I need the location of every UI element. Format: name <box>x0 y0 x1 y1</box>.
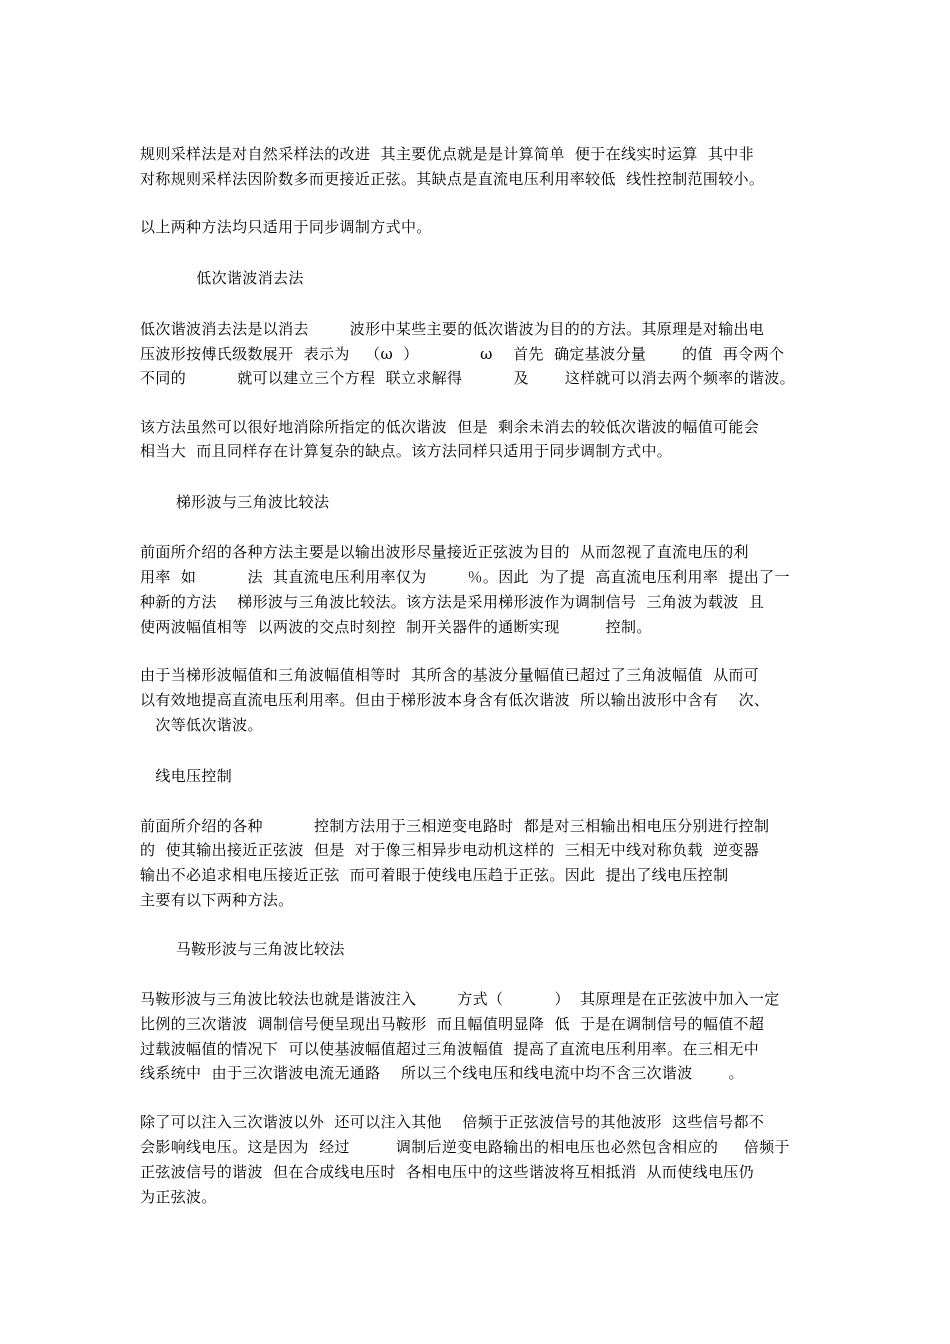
text-line: 规则采样法是对自然采样法的改进 其主要优点就是是计算简单 便于在线实时运算 其中非 <box>140 145 755 163</box>
text-line: 比例的三次谐波 调制信号便呈现出马鞍形 而且幅值明显降 低 于是在调制信号的幅值不超 <box>140 1015 765 1033</box>
section-heading: 梯形波与三角波比较法 <box>140 493 330 511</box>
section-heading: 线电压控制 <box>140 767 233 785</box>
text-line: 压波形按傅氏级数展开 表示为 （ω ） ω 首先 确定基波分量 的值 再令两个 <box>140 345 785 363</box>
section-heading: 低次谐波消去法 <box>140 269 304 287</box>
text-line: 由于当梯形波幅值和三角波幅值相等时 其所含的基波分量幅值已超过了三角波幅值 从而可 <box>140 666 760 684</box>
text-line: 使两波幅值相等 以两波的交点时刻控 制开关器件的通断实现 控制。 <box>140 618 652 636</box>
text-line: 低次谐波消去法是以消去 波形中某些主要的低次谐波为目的的方法。其原理是对输出电 <box>140 320 765 338</box>
text-line: 以上两种方法均只适用于同步调制方式中。 <box>140 218 432 236</box>
text-line: 前面所介绍的各种 控制方法用于三相逆变电路时 都是对三相输出相电压分别进行控制 <box>140 817 770 835</box>
text-line: 种新的方法 梯形波与三角波比较法。该方法是采用梯形波作为调制信号 三角波为载波 且 <box>140 593 765 611</box>
section-heading: 马鞍形波与三角波比较法 <box>140 940 345 958</box>
text-line: 用率 如 法 其直流电压利用率仅为 ％。因此 为了提 高直流电压利用率 提出了一 <box>140 568 790 586</box>
text-line: 线系统中 由于三次谐波电流无通路 所以三个线电压和线电流中均不含三次谐波 。 <box>140 1064 744 1082</box>
text-line: 以有效地提高直流电压利用率。但由于梯形波本身含有低次谐波 所以输出波形中含有 次、 <box>140 691 770 709</box>
text-line: 主要有以下两种方法。 <box>140 891 294 909</box>
text-line: 马鞍形波与三角波比较法也就是谐波注入 方式（ ） 其原理是在正弦波中加入一定 <box>140 990 780 1008</box>
text-line: 次等低次谐波。 <box>140 716 263 734</box>
text-line: 除了可以注入三次谐波以外 还可以注入其他 倍频于正弦波信号的其他波形 这些信号都不 <box>140 1113 765 1131</box>
text-line: 过载波幅值的情况下 可以使基波幅值超过三角波幅值 提高了直流电压利用率。在三相无中 <box>140 1040 760 1058</box>
text-line: 的 使其输出接近正弦波 但是 对于像三相异步电动机这样的 三相无中线对称负载 逆变器 <box>140 841 760 859</box>
text-line: 输出不必追求相电压接近正弦 而可着眼于使线电压趋于正弦。因此 提出了线电压控制 <box>140 866 729 884</box>
text-line: 对称规则采样法因阶数多而更接近正弦。其缺点是直流电压利用率较低 线性控制范围较小。 <box>140 170 765 188</box>
text-line: 为正弦波。 <box>140 1188 217 1206</box>
text-line: 前面所介绍的各种方法主要是以输出波形尽量接近正弦波为目的 从而忽视了直流电压的利 <box>140 543 749 561</box>
text-line: 正弦波信号的谐波 但在合成线电压时 各相电压中的这些谐波将互相抵消 从而使线电压仍 <box>140 1163 755 1181</box>
text-line: 相当大 而且同样存在计算复杂的缺点。该方法同样只适用于同步调制方式中。 <box>140 442 673 460</box>
text-line: 会影响线电压。这是因为 经过 调制后逆变电路输出的相电压也必然包含相应的 倍频于 <box>140 1138 790 1156</box>
text-line: 该方法虽然可以很好地消除所指定的低次谐波 但是 剩余未消去的较低次谐波的幅值可能会 <box>140 418 760 436</box>
text-line: 不同的 就可以建立三个方程 联立求解得 及 这样就可以消去两个频率的谐波。 <box>140 369 795 387</box>
